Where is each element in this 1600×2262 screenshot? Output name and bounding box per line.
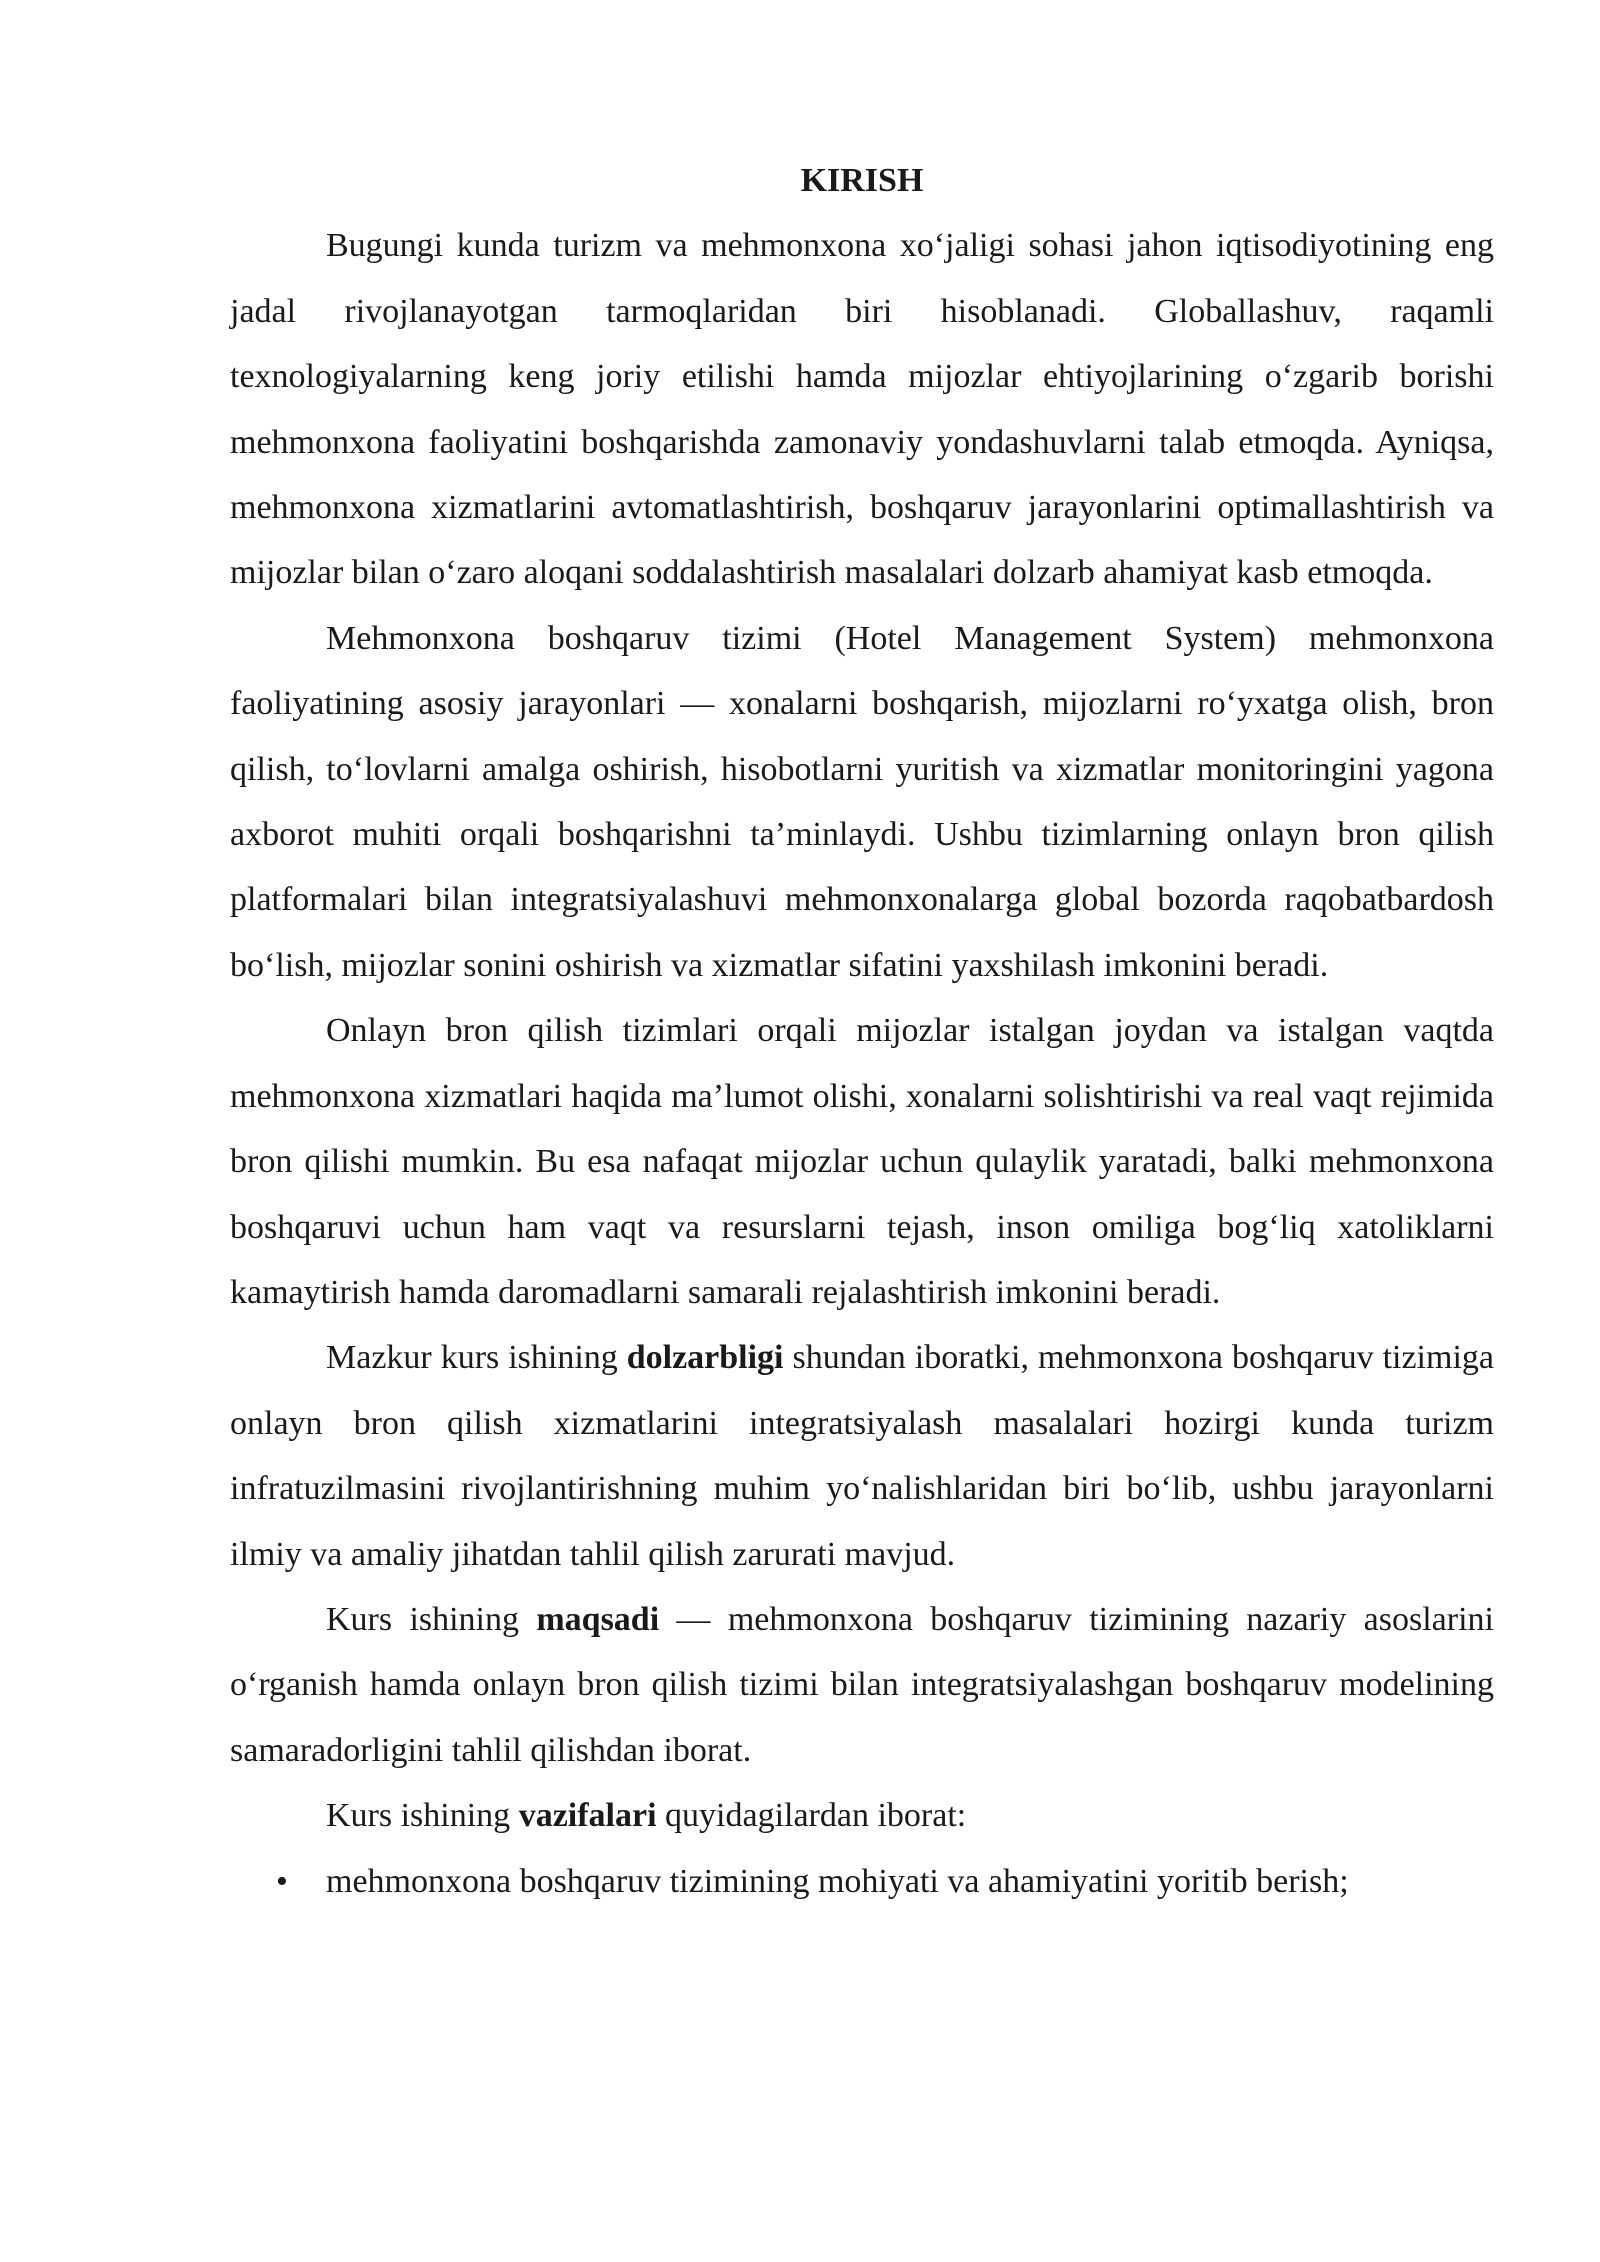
paragraph-goal (230, 1587, 1494, 1783)
relevance-keyword: dolzarbligi (626, 1339, 784, 1377)
list-item-text: mehmonxona boshqaruv tizimining mohiyati va ahamiyatini yoritib berish; (326, 1862, 1349, 1900)
paragraph-goal-lead: Kurs ishining (326, 1600, 537, 1638)
paragraph-tasks-lead: Kurs ishining (326, 1797, 519, 1835)
paragraph-tasks (230, 1783, 1494, 1848)
paragraph-goal-rest: — mehmonxona boshqaruv tizimining nazariy asoslarini o‘rganish hamda onlayn bron qilish tizimi bilan integratsiyalashgan boshqaruv modelining samaradorligini tahlil qilishdan iborat. (230, 1600, 1494, 1769)
paragraph-tasks-rest: quyidagilardan iborat: (656, 1797, 967, 1835)
paragraph-relevance-rest: shundan iboratki, mehmonxona boshqaruv tizimiga onlayn bron qilish xizmatlarini integratsiyalash masalalari hozirgi kunda turizm infratuzilmasini rivojlantirishning muhim yo‘nalishlaridan biri bo‘lib, ushbu jarayonlarni ilmiy va amaliy jihatdan tahlil qilish zarurati mavjud. (230, 1339, 1494, 1573)
section-title: KIRISH (800, 162, 924, 199)
paragraph-online-booking: Onlayn bron qilish tizimlari orqali mijozlar istalgan joydan va istalgan vaqtda mehmonxona xizmatlari haqida ma’lumot olishi, xonalarni solishtirishi va real vaqt rejimida bron qilishi mumkin. Bu esa nafaqat mijozlar uchun qulaylik yaratadi, balki mehmonxona boshqaruvi uchun ham vaqt va resurslarni tejash, inson omiliga bog‘liq xatoliklarni kamaytirish hamda daromadlarni samarali rejalashtirish imkonini beradi. (230, 1012, 1494, 1311)
paragraph-intro: Bugungi kunda turizm va mehmonxona xo‘jaligi sohasi jahon iqtisodiyotining eng jadal rivojlanayotgan tarmoqlaridan biri hisoblanadi. Globallashuv, raqamli texnologiyalarning keng joriy etilishi hamda mijozlar ehtiyojlarining o‘zgarib borishi mehmonxona faoliyatini boshqarishda zamonaviy yondashuvlarni talab etmoqda. Ayniqsa, mehmonxona xizmatlarini avtomatlashtirish, boshqaruv jarayonlarini optimallashtirish va mijozlar bilan o‘zaro aloqani soddalashtirish masalalari dolzarb ahamiyat kasb etmoqda. (230, 227, 1494, 592)
goal-keyword: maqsadi (536, 1600, 660, 1638)
tasks-list (230, 1849, 1494, 1914)
document-body (230, 148, 1494, 1914)
list-item (230, 1849, 1494, 1914)
paragraph-relevance-lead: Mazkur kurs ishining (326, 1339, 627, 1377)
paragraph-hms: Mehmonxona boshqaruv tizimi (Hotel Management System) mehmonxona faoliyatining asosiy jarayonlari — xonalarni boshqarish, mijozlarni ro‘yxatga olish, bron qilish, to‘lovlarni amalga oshirish, hisobotlarni yuritish va xizmatlar monitoringini yagona axborot muhiti orqali boshqarishni ta’minlaydi. Ushbu tizimlarning onlayn bron qilish platformalari bilan integratsiyalashuvi mehmonxonalarga global bozorda raqobatbardosh bo‘lish, mijozlar sonini oshirish va xizmatlar sifatini yaxshilash imkonini beradi. (230, 619, 1494, 984)
tasks-keyword: vazifalari (518, 1797, 657, 1835)
bullet-icon: • (276, 1862, 288, 1900)
paragraph-relevance (230, 1325, 1494, 1587)
